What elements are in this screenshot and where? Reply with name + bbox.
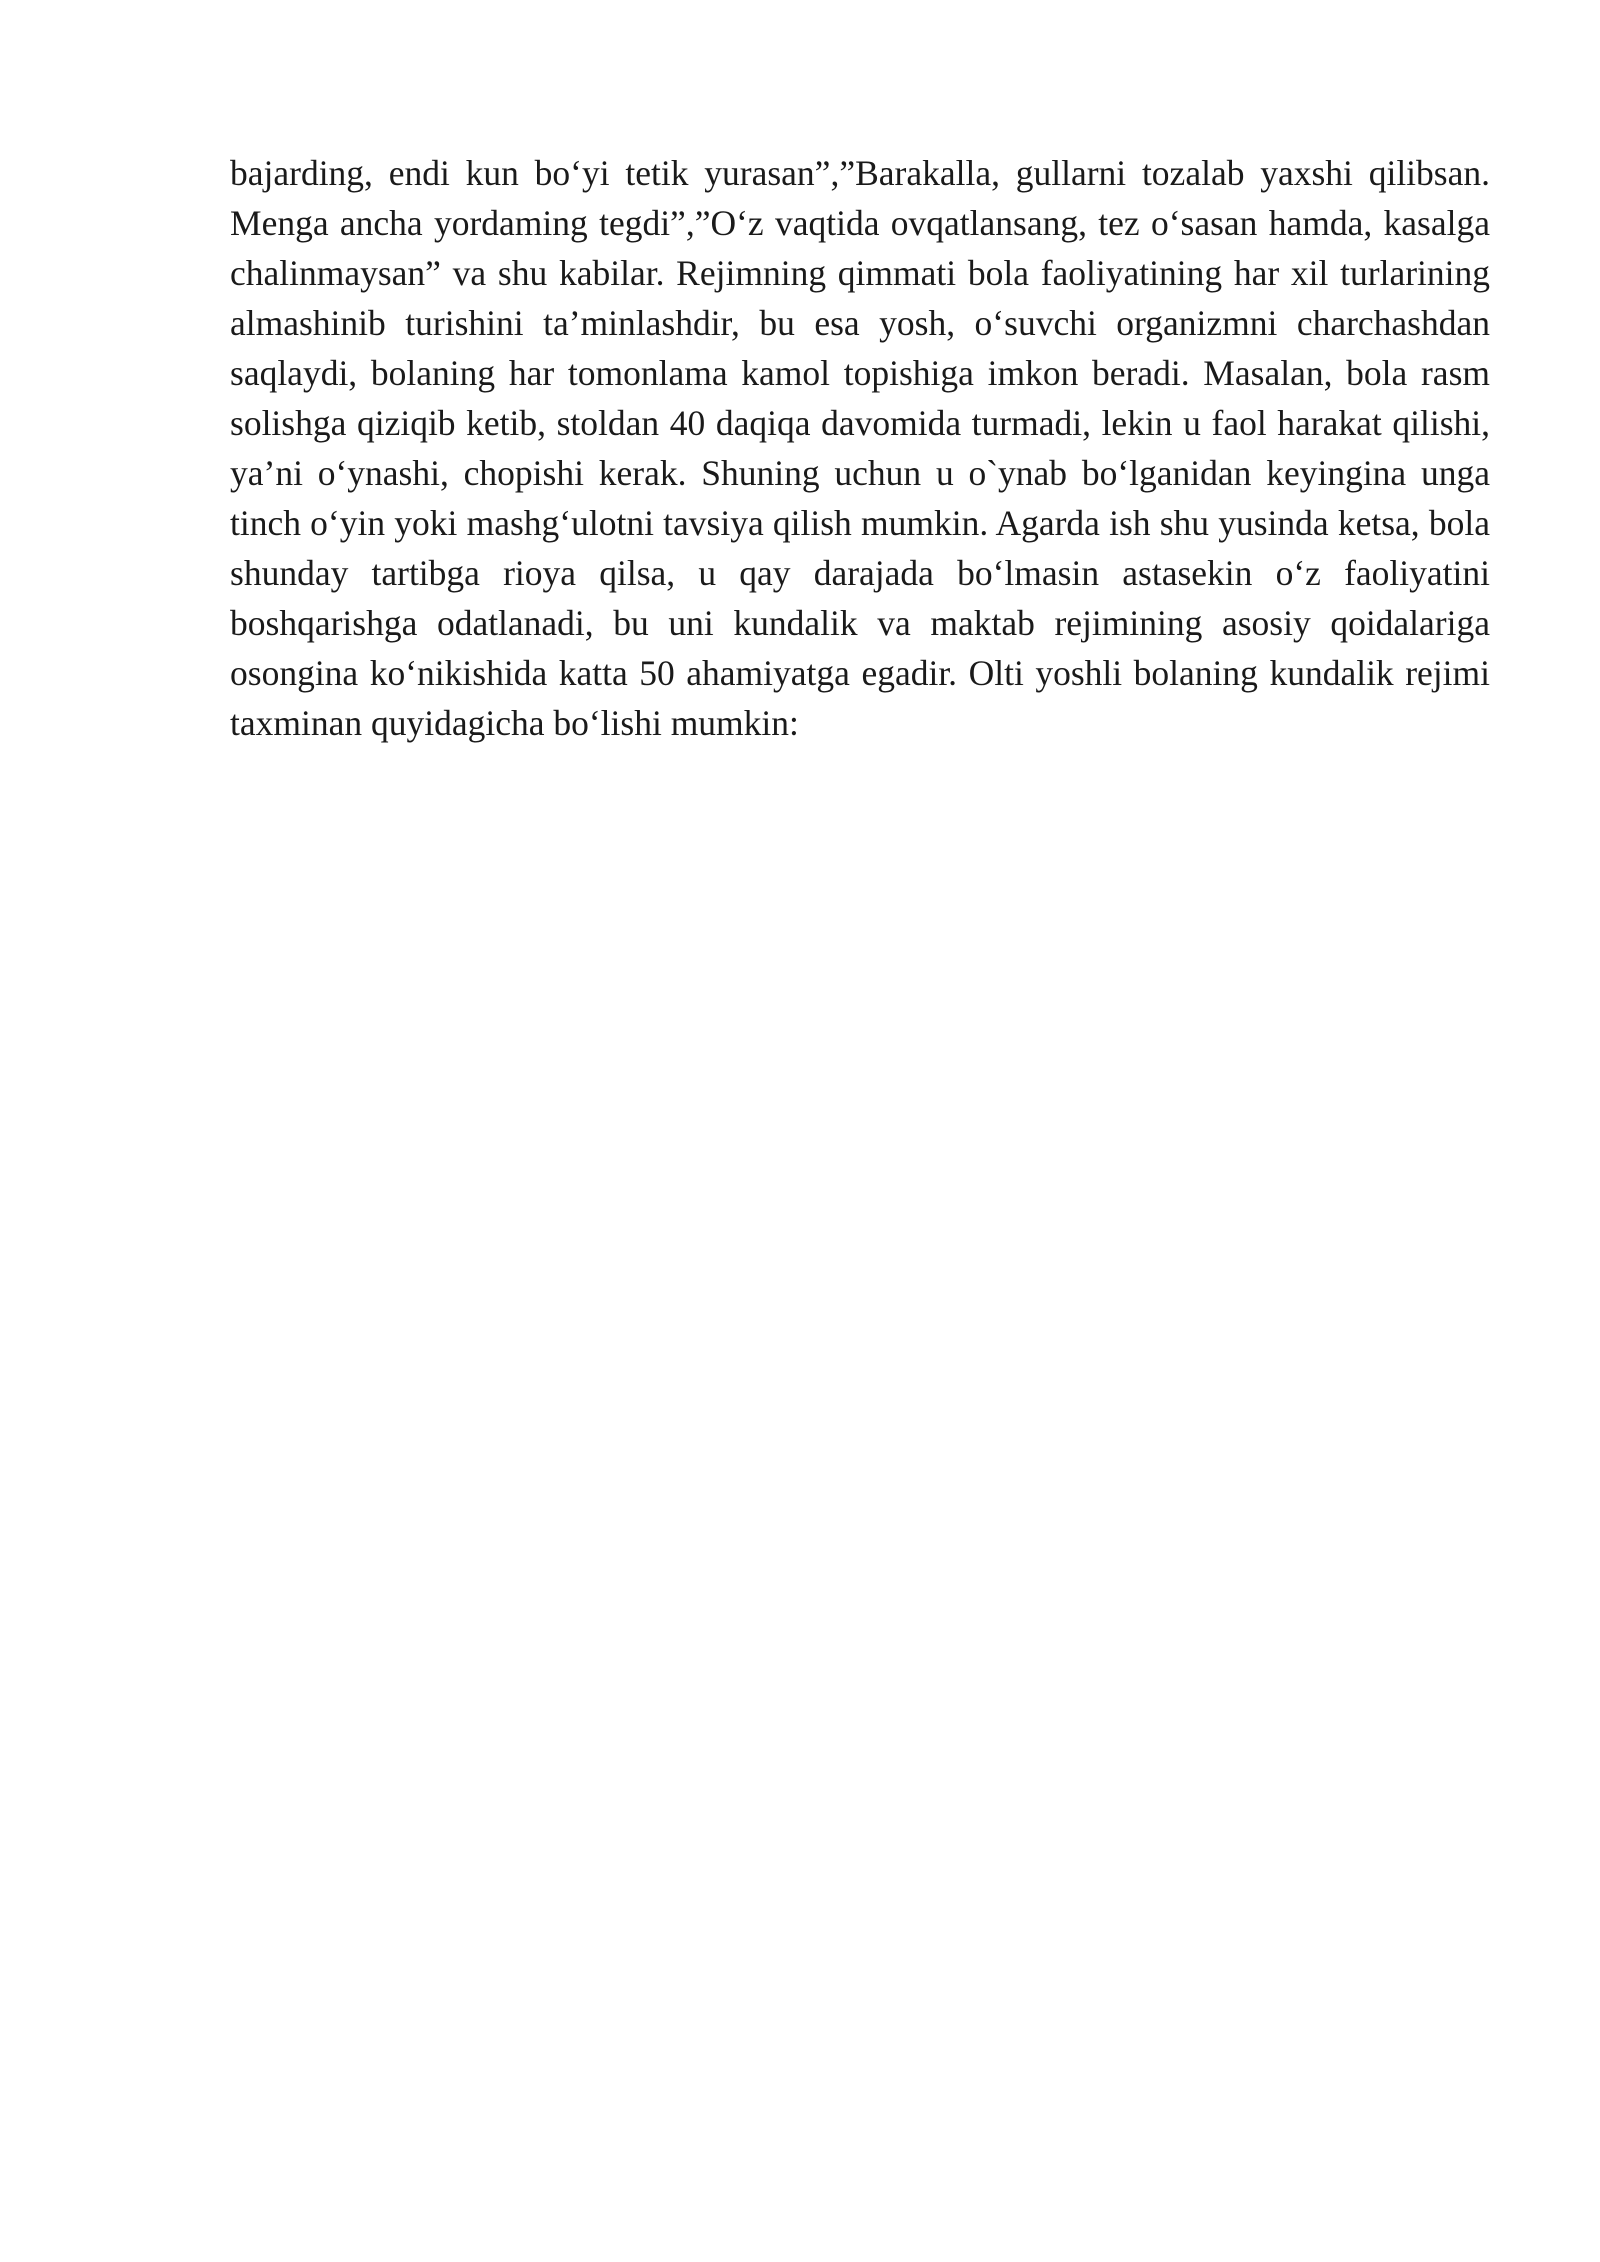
body-paragraph: bajarding, endi kun bo‘yi tetik yurasan”,”Barakalla, gullarni tozalab yaxshi qilibsan. Menga ancha yordaming tegdi”,”O‘z vaqtida ovqatlansang, tez o‘sasan hamda, kasalga chalinmaysan” va shu kabilar. Rejimning qimmati bola faoliyatining har xil turlarining almashinib turishini ta’minlashdir, bu esa yosh, o‘suvchi organizmni charchashdan saqlaydi, bolaning har tomonlama kamol topishiga imkon beradi. Masalan, bola rasm solishga qiziqib ketib, stoldan 40 daqiqa davomida turmadi, lekin u faol harakat qilishi, ya’ni o‘ynashi, chopishi kerak. Shuning uchun u o`ynab bo‘lganidan keyingina unga tinch o‘yin yoki mashg‘ulotni tavsiya qilish mumkin. Agarda ish shu yusinda ketsa, bola shunday tartibga rioya qilsa, u qay darajada bo‘lmasin astasekin o‘z faoliyatini boshqarishga odatlanadi, bu uni kundalik va maktab rejimining asosiy qoidalariga osongina ko‘nikishida katta 50 ahamiyatga egadir. Olti yoshli bolaning kundalik rejimi taxminan quyidagicha bo‘lishi mumkin:	[230, 153, 1490, 743]
